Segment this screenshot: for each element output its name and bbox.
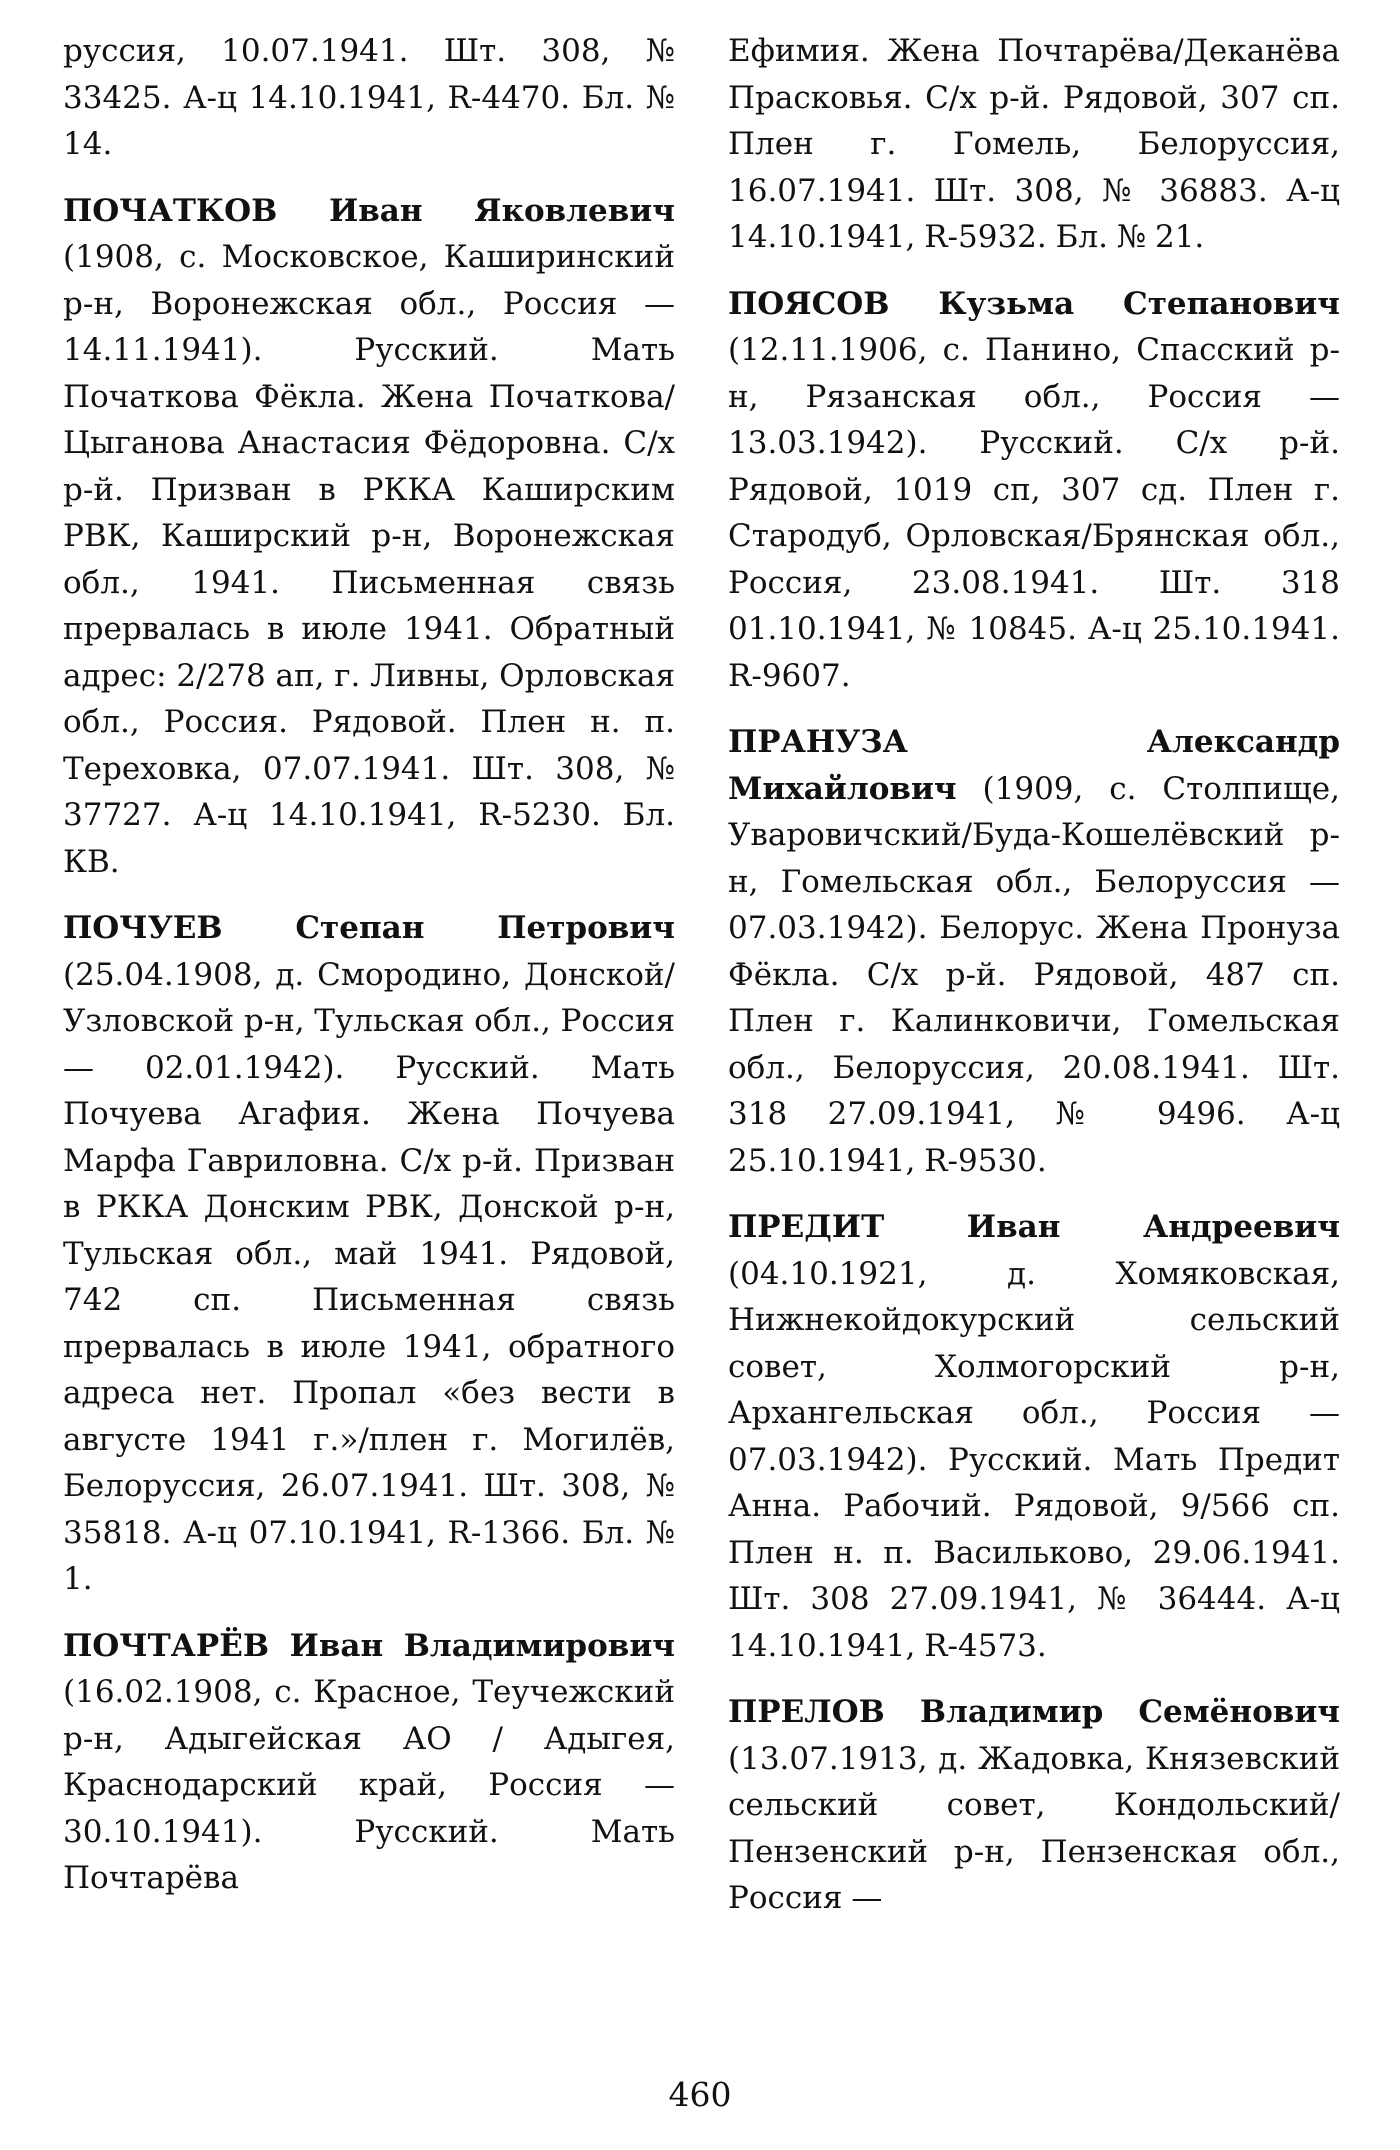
entry-text: (1908, с. Московское, Каширинский р-н, Воронежская обл., Россия — 14.11.1941). Русский. Мать Початкова Фёкла. Жена Початкова/Цыганова Анастасия Фёдоровна. С/х р-й. Призван в РККА Каширским РВК, Каширский р-н, Воронежская обл., 1941. Письменная связь прервалась в июле 1941. Обратный адрес: 2/278 ап, г. Ливны, Орловская обл., Россия. Рядовой. Плен н. п. Тереховка, 07.07.1941. Шт. 308, № 37727. А-ц 14.10.1941, R-5230. Бл. КВ. bbox=[63, 239, 675, 880]
entry-text: (12.11.1906, с. Панино, Спасский р-н, Рязанская обл., Россия — 13.03.1942). Русский. С/х р-й. Рядовой, 1019 сп, 307 сд. Плен г. Стародуб, Орловская/Брянская обл., Россия, 23.08.1941. Шт. 318 01.10.1941, № 10845. А-ц 25.10.1941. R-9607. bbox=[728, 332, 1340, 694]
entry-name: ПОЯСОВ Кузьма Степанович bbox=[728, 285, 1340, 322]
left-column bbox=[63, 28, 675, 1922]
entry-name: ПОЧАТКОВ Иван Яковлевич bbox=[63, 192, 675, 229]
entry-text: (1909, с. Столпище, Уваровичский/Буда-Кошелёвский р-н, Гомельская обл., Белоруссия — 07.03.1942). Белорус. Жена Пронуза Фёкла. С/х р-й. Рядовой, 487 сп. Плен г. Калинковичи, Гомельская обл., Белоруссия, 20.08.1941. Шт. 318 27.09.1941, № 9496. А-ц 25.10.1941, R-9530. bbox=[728, 770, 1340, 1179]
entry-continuation bbox=[728, 28, 1340, 261]
entry-pochtarev bbox=[63, 1623, 675, 1902]
entry-text: (25.04.1908, д. Смородино, Донской/Узловской р-н, Тульская обл., Россия — 02.01.1942). Русский. Мать Почуева Агафия. Жена Почуева Марфа Гавриловна. С/х р-й. Призван в РККА Донским РВК, Донской р-н, Тульская обл., май 1941. Рядовой, 742 сп. Письменная связь прервалась в июле 1941, обратного адреса нет. Пропал «без вести в августе 1941 г.»/плен г. Могилёв, Белоруссия, 26.07.1941. Шт. 308, № 35818. А-ц 07.10.1941, R-1366. Бл. № 1. bbox=[63, 956, 675, 1597]
entry-poyasov bbox=[728, 281, 1340, 700]
entry-text: руссия, 10.07.1941. Шт. 308, № 33425. А-ц 14.10.1941, R-4470. Бл. № 14. bbox=[63, 33, 675, 162]
entry-name: ПОЧУЕВ Степан Петрович bbox=[63, 910, 675, 946]
entry-continuation bbox=[63, 28, 675, 168]
entry-predit bbox=[728, 1204, 1340, 1669]
entry-text: (13.07.1913, д. Жадовка, Князевский сельский совет, Кондольский/Пензенский р-н, Пензенская обл., Россия — bbox=[728, 1740, 1340, 1916]
entry-text: (16.02.1908, с. Красное, Теучежский р-н, Адыгейская АО / Адыгея, Краснодарский край, Россия — 30.10.1941). Русский. Мать Почтарёва bbox=[63, 1674, 675, 1896]
entry-pranuza bbox=[728, 719, 1340, 1184]
entry-name: ПОЧТАРЁВ Иван Владимирович bbox=[63, 1627, 675, 1664]
entry-name: ПРЕЛОВ Владимир Семёнович bbox=[728, 1694, 1340, 1730]
entry-pochuev bbox=[63, 905, 675, 1603]
entry-text: Ефимия. Жена Почтарёва/Деканёва Прасковья. С/х р-й. Рядовой, 307 сп. Плен г. Гомель, Белоруссия, 16.07.1941. Шт. 308, № 36883. А-ц 14.10.1941, R-5932. Бл. № 21. bbox=[728, 33, 1340, 255]
entry-pochatkov bbox=[63, 188, 675, 886]
entry-name: ПРАНУЗА Александр Михайлович bbox=[728, 724, 1340, 807]
entry-name: ПРЕДИТ Иван Андреевич bbox=[728, 1209, 1340, 1245]
entry-text: (04.10.1921, д. Хомяковская, Нижнекойдокурский сельский совет, Холмогорский р-н, Архангельская обл., Россия — 07.03.1942). Русский. Мать Предит Анна. Рабочий. Рядовой, 9/566 сп. Плен н. п. Васильково, 29.06.1941. Шт. 308 27.09.1941, № 36444. А-ц 14.10.1941, R-4573. bbox=[728, 1255, 1340, 1664]
entry-prelov bbox=[728, 1689, 1340, 1922]
right-column bbox=[728, 28, 1340, 1942]
page-number: 460 bbox=[668, 2075, 732, 2114]
